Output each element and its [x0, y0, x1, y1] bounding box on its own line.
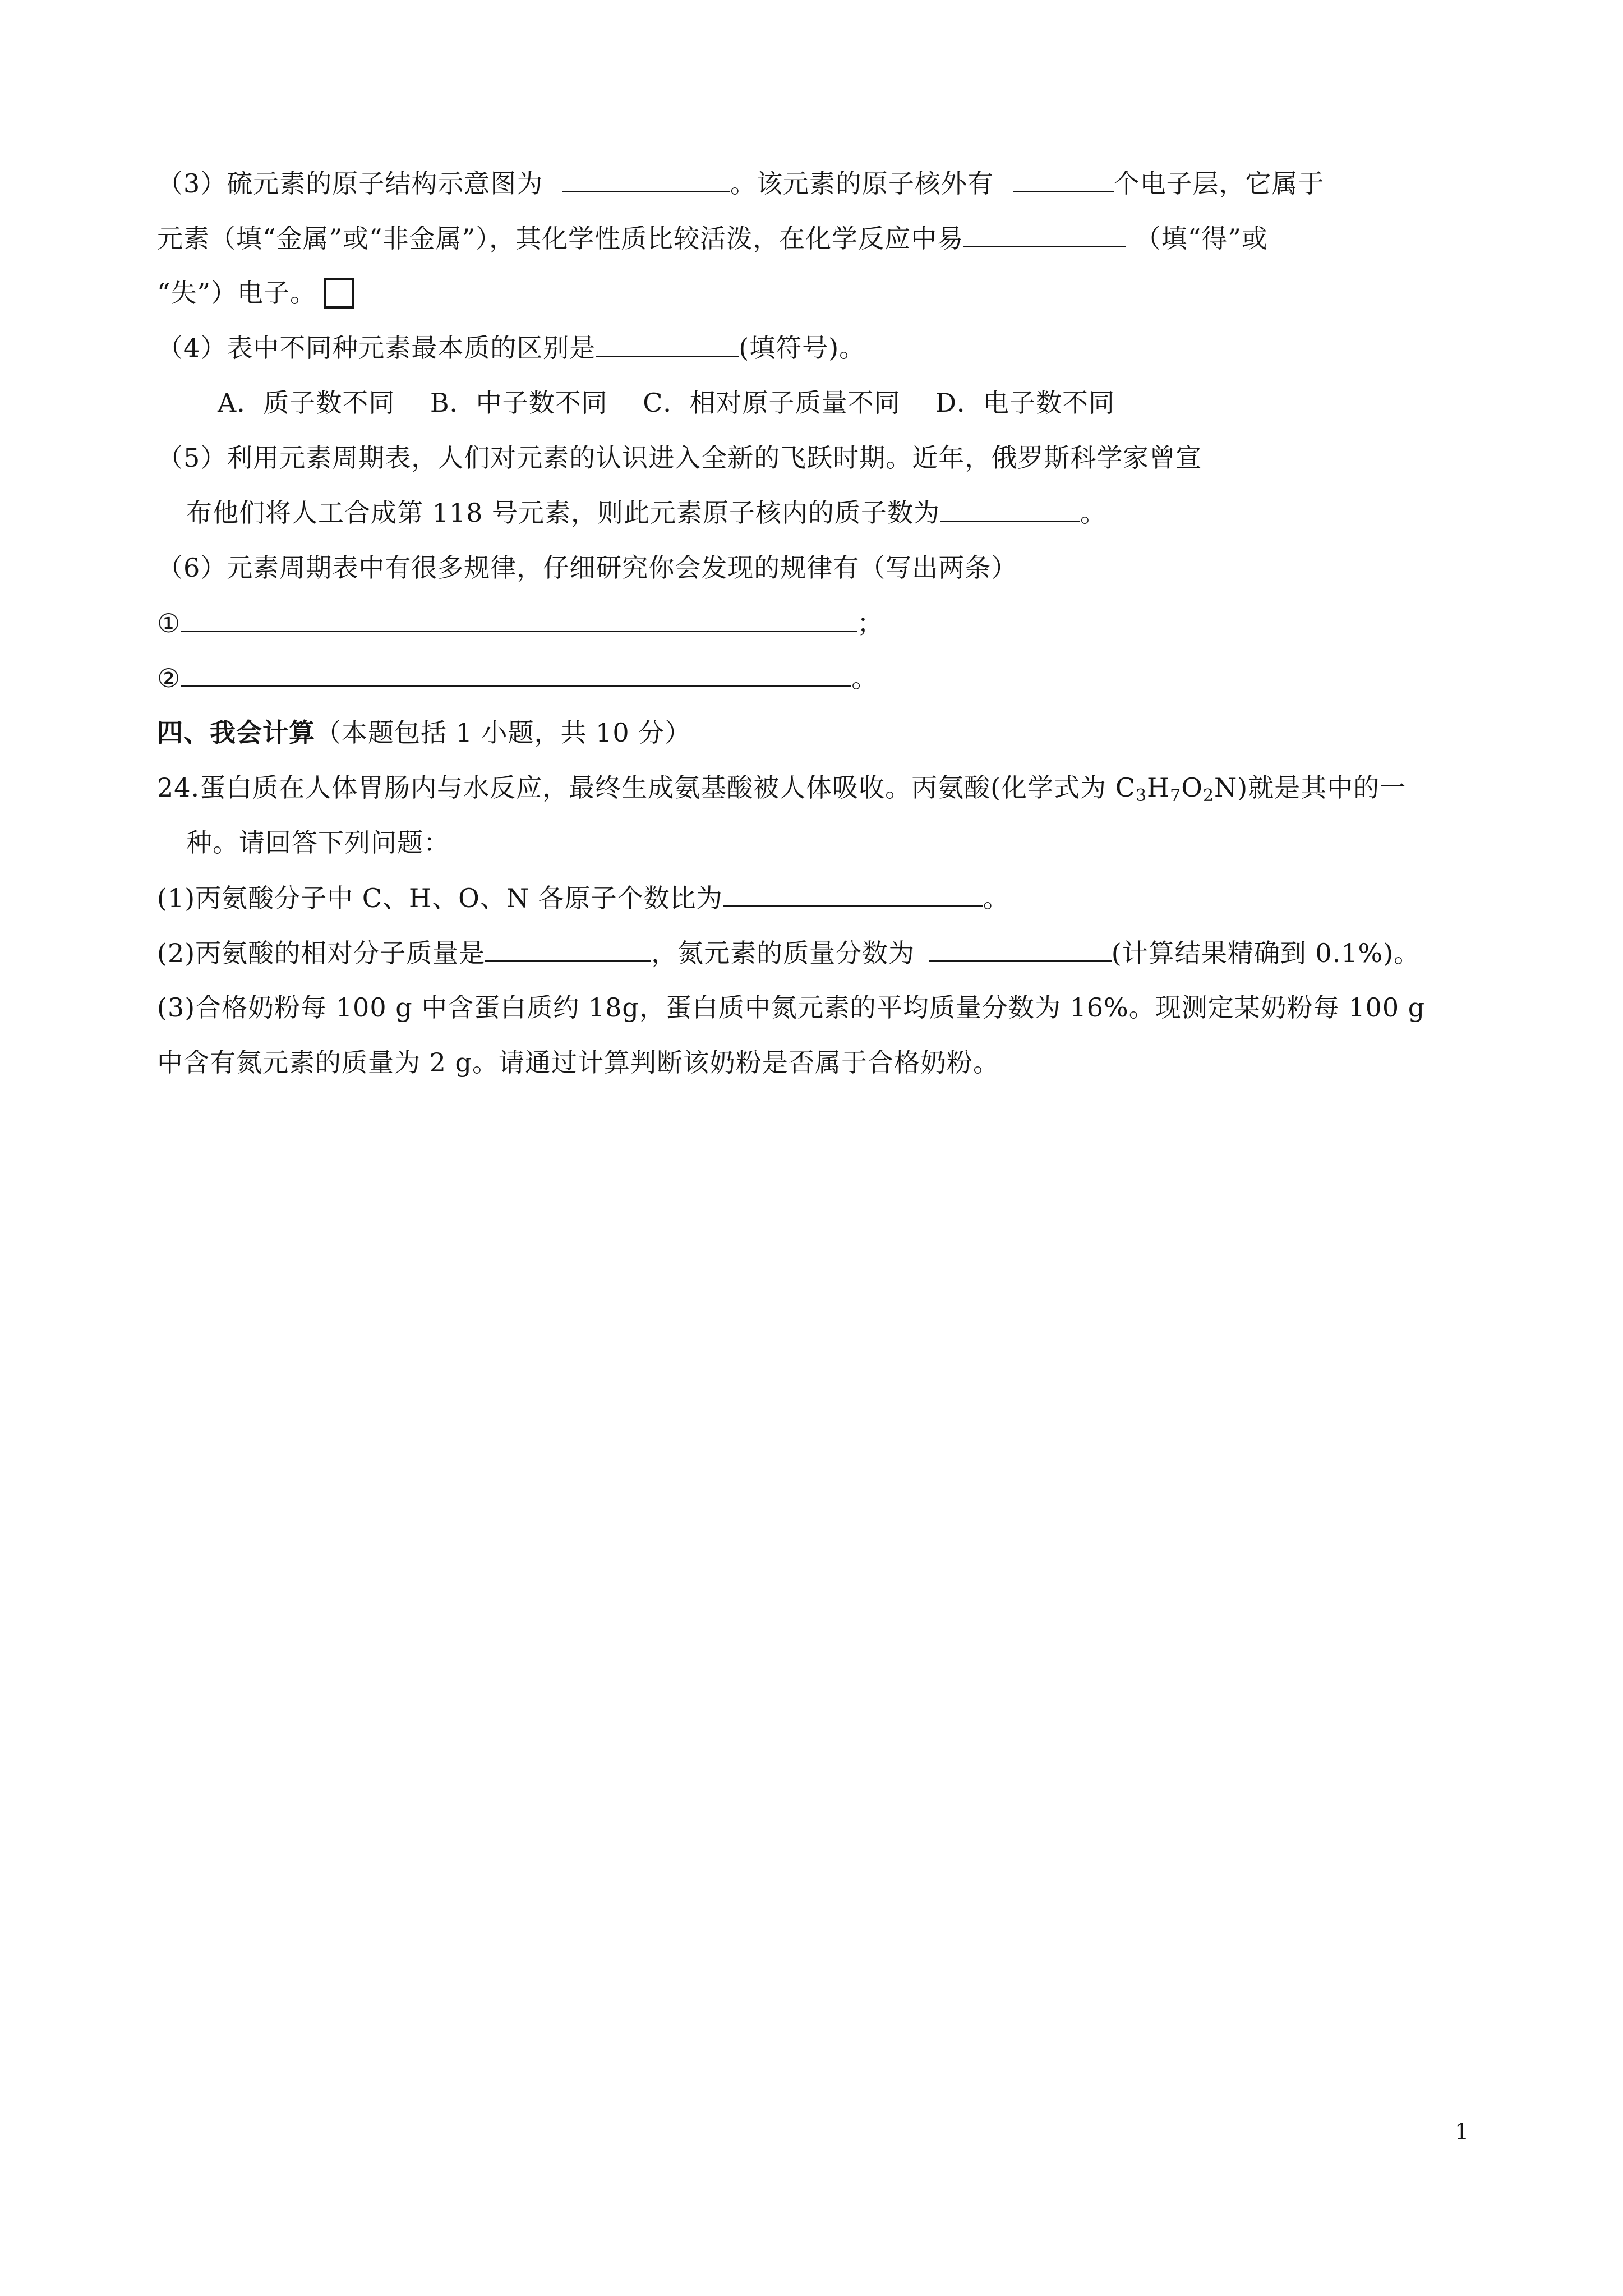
q3-line-1 [157, 166, 1325, 200]
q6-rule1-end: ； [857, 608, 884, 638]
q24-line1-text-b: N)就是其中的一 [1214, 772, 1407, 803]
section-4-note: （本题包括 1 小题，共 10 分） [315, 717, 691, 748]
q5-line2-text-a: 布他们将人工合成第 118 号元素，则此元素原子核内的质子数为 [186, 498, 940, 528]
q24-line-1 [157, 771, 1406, 804]
q24-part-3-line-1 [157, 991, 1425, 1024]
q6-rule2-end: 。 [851, 663, 878, 693]
q4-options-text: A．质子数不同 B．中子数不同 C．相对原子质量不同 D．电子数不同 [218, 388, 1115, 418]
q3-line3-text-a: “失”）电子。 [157, 278, 317, 308]
q6-rule-1 [157, 606, 883, 640]
q24-line-2 [186, 826, 450, 859]
q4-options [218, 386, 1115, 420]
q3-line2-text-b: （填“得”或 [1135, 223, 1268, 254]
q24-line1-text-a: 24.蛋白质在人体胃肠内与水反应，最终生成氨基酸被人体吸收。丙氨酸(化学式为 C [157, 772, 1136, 803]
q3-blank-electron-shells[interactable] [1013, 166, 1114, 192]
q4-line1-text-b: (填符号)。 [739, 333, 866, 363]
q24-blank-nitrogen-fraction[interactable] [929, 936, 1112, 962]
q24-part-1 [157, 881, 1009, 915]
q24-p2-text-c: (计算结果精确到 0.1%)。 [1111, 938, 1421, 968]
q6-rule2-marker: ② [157, 663, 181, 693]
q24-subscript-7: 7 [1170, 786, 1182, 806]
q6-blank-rule-2[interactable] [181, 661, 851, 687]
q5-line-2 [186, 496, 1106, 530]
section-4-heading [157, 716, 691, 749]
q6-rule1-marker: ① [157, 608, 181, 638]
q24-p1-text-a: (1)丙氨酸分子中 C、H、O、N 各原子个数比为 [157, 883, 723, 913]
q5-blank-proton-number[interactable] [940, 496, 1080, 522]
q6-line-1 [157, 551, 1017, 585]
q3-blank-gain-lose[interactable] [963, 221, 1126, 247]
q3-line1-text-c: 个电子层，它属于 [1113, 168, 1325, 199]
q24-p1-text-b: 。 [983, 883, 1009, 913]
section-4-title: 四、我会计算 [157, 717, 315, 748]
q24-part-2 [157, 936, 1420, 970]
q3-line1-text-a: （3）硫元素的原子结构示意图为 [157, 168, 543, 199]
q24-p3-line2-text: 中含有氮元素的质量为 2 g。请通过计算判断该奶粉是否属于合格奶粉。 [157, 1047, 999, 1078]
q4-blank-symbol[interactable] [596, 331, 739, 357]
q3-line-2 [157, 221, 1268, 255]
answer-box[interactable] [324, 278, 354, 309]
q24-p3-line1-text: (3)合格奶粉每 100 g 中含蛋白质约 18g，蛋白质中氮元素的平均质量分数为 16%。现测定某奶粉每 100 g [157, 992, 1426, 1023]
q3-line2-text-a: 元素（填“金属”或“非金属”），其化学性质比较活泼，在化学反应中易 [157, 223, 964, 254]
page-number: 1 [1455, 2119, 1469, 2145]
q3-line-3 [157, 276, 354, 310]
q24-h: H [1147, 772, 1170, 803]
q24-blank-molecular-mass[interactable] [485, 936, 651, 962]
q5-line1-text: （5）利用元素周期表，人们对元素的认识进入全新的飞跃时期。近年，俄罗斯科学家曾宣 [157, 443, 1202, 473]
q24-subscript-2: 2 [1202, 786, 1215, 806]
q6-blank-rule-1[interactable] [181, 606, 857, 632]
q5-line-1 [157, 441, 1202, 475]
q4-line1-text-a: （4）表中不同种元素最本质的区别是 [157, 333, 596, 363]
q3-line1-text-b: 。该元素的原子核外有 [730, 168, 994, 199]
q3-blank-structure-diagram[interactable] [562, 166, 730, 192]
q24-subscript-3: 3 [1135, 786, 1147, 806]
q6-line1-text: （6）元素周期表中有很多规律，仔细研究你会发现的规律有（写出两条） [157, 553, 1018, 583]
q24-p2-text-b: ，氮元素的质量分数为 [651, 938, 915, 968]
q24-p2-text-a: (2)丙氨酸的相对分子质量是 [157, 938, 486, 968]
q5-line2-text-b: 。 [1080, 498, 1107, 528]
q24-line2-text: 种。请回答下列问题： [186, 827, 450, 858]
q24-o: O [1181, 772, 1203, 803]
q24-part-3-line-2 [157, 1046, 999, 1079]
q24-blank-atom-ratio[interactable] [723, 881, 983, 907]
q6-rule-2 [157, 661, 878, 695]
q4-line-1 [157, 331, 865, 365]
